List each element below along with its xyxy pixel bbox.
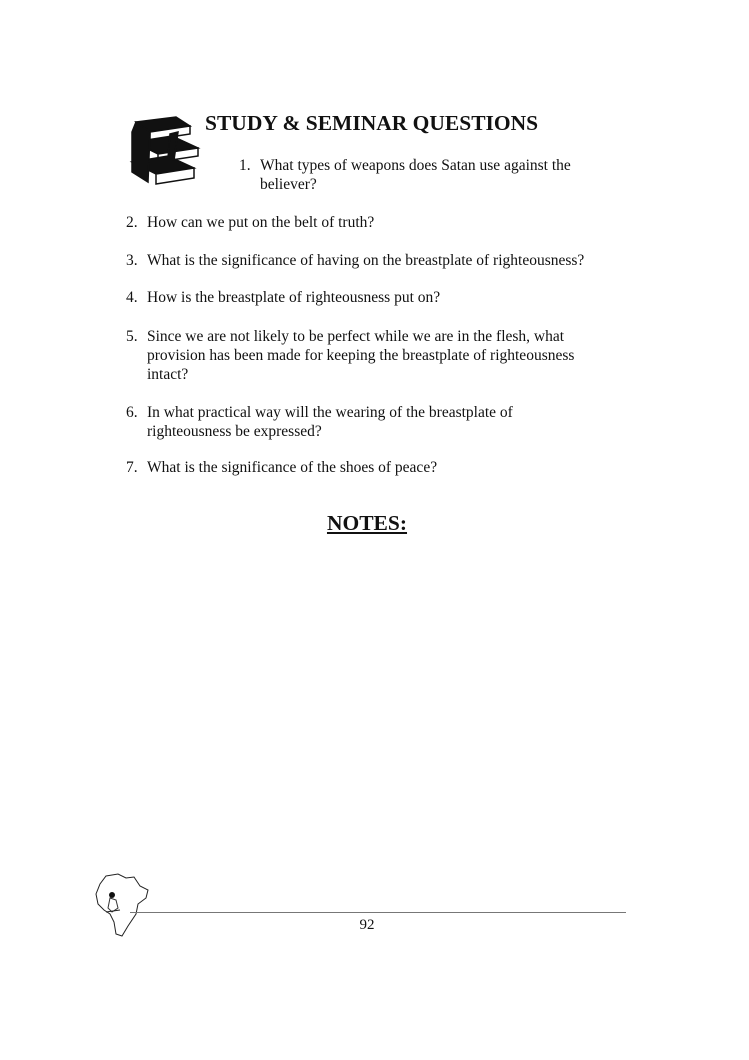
question-text: How can we put on the belt of truth? <box>147 214 375 231</box>
question-text: What is the significance of the shoes of peace? <box>147 459 438 476</box>
question-number: 6. <box>126 404 138 421</box>
question-number: 2. <box>126 214 138 231</box>
question-text: What is the significance of having on the breastplate of righteousness? <box>147 252 585 269</box>
question-text: intact? <box>147 366 189 383</box>
footer-divider <box>130 912 626 913</box>
question-number: 5. <box>126 328 138 345</box>
question-text: provision has been made for keeping the breastplate of righteousness <box>147 347 575 364</box>
question-text: Since we are not likely to be perfect while we are in the flesh, what <box>147 328 565 345</box>
page-number: 92 <box>359 917 375 933</box>
question-text: How is the breastplate of righteousness put on? <box>147 289 441 306</box>
books-stack-icon <box>128 112 203 187</box>
notes-heading: NOTES: <box>326 511 408 535</box>
question-text: In what practical way will the wearing of the breastplate of <box>147 404 513 421</box>
question-text: righteousness be expressed? <box>147 423 322 440</box>
question-text: believer? <box>260 176 317 193</box>
question-number: 3. <box>126 252 138 269</box>
question-number: 1. <box>239 157 251 174</box>
page-title: STUDY & SEMINAR QUESTIONS <box>205 111 539 135</box>
question-text: What types of weapons does Satan use against the <box>260 157 571 174</box>
question-number: 4. <box>126 289 138 306</box>
question-number: 7. <box>126 459 138 476</box>
